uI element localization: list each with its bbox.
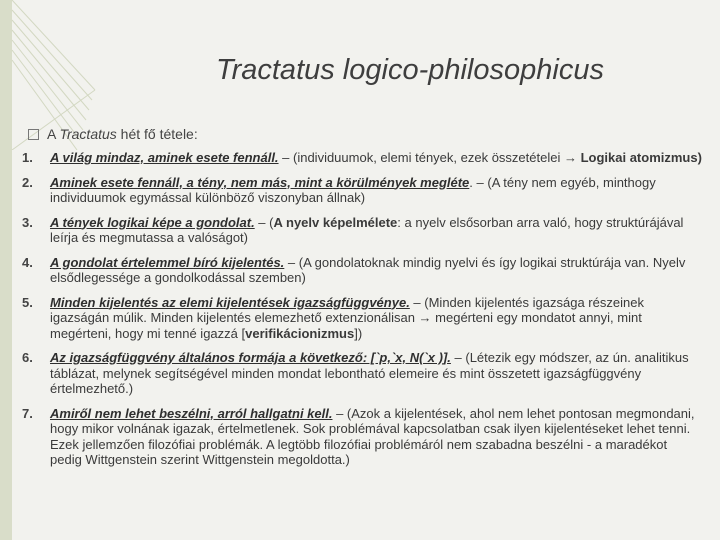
item-text — [50, 406, 702, 468]
intro-line — [28, 126, 198, 142]
item-rest: – (A gondolatoknak mindig nyelvi és így logikai struktúrája van. Nyelv elsődlegessége a gondolkodással szemben) — [50, 254, 686, 285]
item-head: A gondolat értelemmel bíró kijelentés. — [50, 254, 285, 270]
intro-em: Tractatus — [59, 126, 117, 142]
item-text — [50, 215, 702, 246]
item-number: 2. — [22, 174, 33, 190]
item-number: 6. — [22, 350, 33, 365]
item-rest: . – (A tény nem egyéb, minthogy individuumok egymással különböző viszonyban állnak) — [50, 174, 656, 205]
item-head: A tények logikai képe a gondolat. — [50, 214, 255, 230]
item-number: 7. — [22, 405, 33, 421]
list-item — [22, 175, 702, 206]
list-item — [22, 255, 702, 286]
slide-title: Tractatus logico-philosophicus — [216, 54, 604, 86]
list-item — [22, 215, 702, 246]
item-number: 5. — [22, 294, 33, 310]
item-text — [50, 255, 702, 286]
item-head: Aminek esete fennáll, a tény, nem más, mint a körülmények megléte — [50, 174, 470, 190]
item-number: 3. — [22, 214, 33, 230]
right-arrow-icon: → — [563, 150, 577, 165]
theses-list — [22, 150, 702, 477]
item-number: 4. — [22, 254, 33, 270]
intro-suffix: hét fő tétele: — [116, 126, 198, 142]
item-number: 1. — [22, 150, 33, 165]
list-item — [22, 150, 702, 166]
checkbox-bullet-icon — [28, 129, 39, 140]
item-bold: A nyelv képelmélete — [273, 214, 398, 230]
item-text — [50, 295, 702, 342]
list-item — [22, 350, 702, 397]
item-bold: verifikácionizmus — [245, 325, 355, 341]
item-rest: – (individuumok, elemi tények, ezek összetételei — [278, 150, 564, 165]
item-rest: – (Minden kijelentés igazsága részeinek igazságán múlik. Minden kijelentés elemezhető extenzionálisan — [50, 294, 644, 325]
item-text — [50, 175, 702, 206]
right-arrow-icon: → — [418, 310, 432, 325]
item-head: Az igazságfüggvény általános formája a következő: [`p,`x, N(`x )]. — [50, 350, 451, 365]
item-rest: – (Létezik egy módszer, az ún. analitikus táblázat, melynek segítségével minden mondat lebontható elemeire és mint összetett igazságfüggvény értelmezhető.) — [50, 350, 689, 396]
item-rest: – (Azok a kijelentések, ahol nem lehet pontosan megmondani, hogy mikor volnának igazak, értelmetlenek. Sok problémával kapcsolatban csak ilyen kijelentéseket lehet tenni. Ezek jellemzően filozófiai problémák. A legtöbb filozófiai problémáról nem szabadna beszélni - a maradékot pedig Wittgenstein szerint Wittgenstein megoldotta.) — [50, 405, 695, 467]
list-item — [22, 406, 702, 468]
list-item — [22, 295, 702, 342]
item-head: A világ mindaz, aminek esete fennáll. — [50, 150, 279, 165]
intro-prefix: A — [47, 126, 60, 142]
item-rest-2: : a nyelv elsősorban arra való, hogy struktúrájával leírja és megmutassa a valóságot) — [50, 214, 684, 245]
item-head: Minden kijelentés az elemi kijelentések igazságfüggvénye. — [50, 294, 410, 310]
item-rest-3: ]) — [354, 325, 363, 341]
item-tail: Logikai atomizmus) — [576, 150, 702, 165]
item-rest: – ( — [254, 214, 274, 230]
item-text — [50, 350, 702, 397]
item-text — [50, 150, 702, 166]
item-head: Amiről nem lehet beszélni, arról hallgatni kell. — [50, 405, 333, 421]
item-rest-2: megérteni egy mondatot annyi, mint megérteni, hogy mi tenné igazzá [ — [50, 310, 642, 341]
